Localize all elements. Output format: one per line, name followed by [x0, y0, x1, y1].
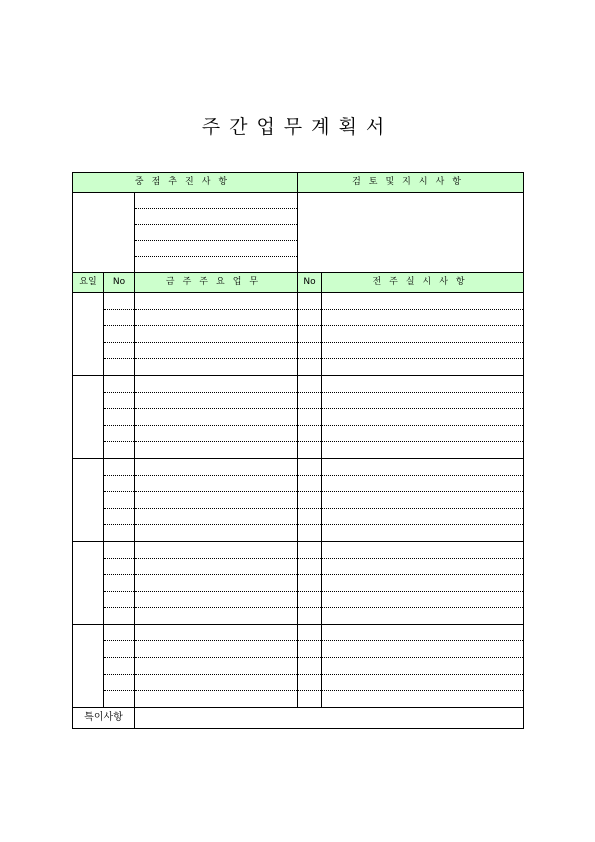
result-no-cell[interactable]	[298, 525, 322, 542]
result-no-cell[interactable]	[298, 425, 322, 442]
result-no-cell[interactable]	[298, 575, 322, 592]
task-line[interactable]	[135, 558, 298, 575]
last-week-results-header-text: 전주실시사항	[372, 277, 473, 287]
result-no-cell[interactable]	[298, 309, 322, 326]
review-notes-area[interactable]	[298, 193, 524, 273]
task-no-cell[interactable]	[104, 575, 135, 592]
task-line[interactable]	[135, 624, 298, 641]
result-line[interactable]	[322, 475, 524, 492]
no-column-header-right	[298, 273, 322, 293]
no-column-header-left-text: No	[112, 277, 126, 287]
focus-item-line[interactable]	[135, 209, 298, 225]
result-no-cell[interactable]	[298, 326, 322, 343]
result-line[interactable]	[322, 674, 524, 691]
no-column-header-left	[104, 273, 135, 293]
task-line[interactable]	[135, 492, 298, 509]
weekly-plan-form	[72, 172, 524, 729]
task-line[interactable]	[135, 608, 298, 625]
result-no-cell[interactable]	[298, 591, 322, 608]
result-no-cell[interactable]	[298, 674, 322, 691]
task-no-cell[interactable]	[104, 458, 135, 475]
focus-items-header	[73, 173, 298, 193]
task-line[interactable]	[135, 691, 298, 708]
result-line[interactable]	[322, 293, 524, 310]
task-line[interactable]	[135, 458, 298, 475]
result-line[interactable]	[322, 375, 524, 392]
special-notes-label	[73, 707, 135, 728]
review-instructions-header	[298, 173, 524, 193]
result-no-cell[interactable]	[298, 475, 322, 492]
focus-side-cell[interactable]	[73, 193, 135, 273]
task-no-cell[interactable]	[104, 425, 135, 442]
task-line[interactable]	[135, 342, 298, 359]
this-week-tasks-header-text: 금주주요업무	[165, 277, 267, 287]
result-line[interactable]	[322, 392, 524, 409]
focus-item-line[interactable]	[135, 241, 298, 257]
task-no-cell[interactable]	[104, 541, 135, 558]
result-line[interactable]	[322, 442, 524, 459]
day-cell[interactable]	[73, 541, 104, 624]
result-no-cell[interactable]	[298, 375, 322, 392]
result-line[interactable]	[322, 425, 524, 442]
task-no-cell[interactable]	[104, 608, 135, 625]
task-no-cell[interactable]	[104, 293, 135, 310]
result-no-cell[interactable]	[298, 691, 322, 708]
result-line[interactable]	[322, 658, 524, 675]
task-line[interactable]	[135, 641, 298, 658]
this-week-tasks-header	[135, 273, 298, 293]
day-cell[interactable]	[73, 624, 104, 707]
result-line[interactable]	[322, 591, 524, 608]
result-no-cell[interactable]	[298, 624, 322, 641]
result-line[interactable]	[322, 458, 524, 475]
result-no-cell[interactable]	[298, 608, 322, 625]
special-notes-field[interactable]	[135, 707, 524, 728]
task-no-cell[interactable]	[104, 375, 135, 392]
page-title: 주간업무계획서	[201, 116, 394, 138]
result-no-cell[interactable]	[298, 541, 322, 558]
review-instructions-header-text: 검토및지시사항	[352, 177, 469, 187]
result-line[interactable]	[322, 641, 524, 658]
task-line[interactable]	[135, 359, 298, 376]
task-no-cell[interactable]	[104, 624, 135, 641]
result-no-cell[interactable]	[298, 359, 322, 376]
focus-item-line[interactable]	[135, 193, 298, 209]
task-no-cell[interactable]	[104, 442, 135, 459]
focus-item-line[interactable]	[135, 257, 298, 273]
day-cell[interactable]	[73, 375, 104, 458]
task-line[interactable]	[135, 392, 298, 409]
day-column-header	[73, 273, 104, 293]
task-line[interactable]	[135, 475, 298, 492]
result-line[interactable]	[322, 342, 524, 359]
task-line[interactable]	[135, 309, 298, 326]
result-no-cell[interactable]	[298, 458, 322, 475]
result-line[interactable]	[322, 575, 524, 592]
task-line[interactable]	[135, 409, 298, 426]
result-line[interactable]	[322, 608, 524, 625]
result-line[interactable]	[322, 326, 524, 343]
task-line[interactable]	[135, 674, 298, 691]
no-column-header-right-text: No	[303, 277, 316, 287]
result-no-cell[interactable]	[298, 409, 322, 426]
result-line[interactable]	[322, 409, 524, 426]
result-line[interactable]	[322, 508, 524, 525]
day-cell[interactable]	[73, 293, 104, 376]
result-no-cell[interactable]	[298, 442, 322, 459]
task-no-cell[interactable]	[104, 641, 135, 658]
task-no-cell[interactable]	[104, 558, 135, 575]
task-no-cell[interactable]	[104, 658, 135, 675]
result-line[interactable]	[322, 492, 524, 509]
task-line[interactable]	[135, 658, 298, 675]
task-line[interactable]	[135, 326, 298, 343]
task-no-cell[interactable]	[104, 508, 135, 525]
task-no-cell[interactable]	[104, 674, 135, 691]
result-line[interactable]	[322, 558, 524, 575]
task-no-cell[interactable]	[104, 409, 135, 426]
task-no-cell[interactable]	[104, 475, 135, 492]
task-line[interactable]	[135, 575, 298, 592]
focus-item-line[interactable]	[135, 225, 298, 241]
result-line[interactable]	[322, 525, 524, 542]
day-cell[interactable]	[73, 458, 104, 541]
result-line[interactable]	[322, 309, 524, 326]
special-notes-label-text: 특이사항	[84, 711, 123, 723]
task-line[interactable]	[135, 293, 298, 310]
task-line[interactable]	[135, 442, 298, 459]
focus-items-header-text: 중점추진사항	[134, 177, 236, 187]
result-no-cell[interactable]	[298, 658, 322, 675]
task-no-cell[interactable]	[104, 326, 135, 343]
result-no-cell[interactable]	[298, 342, 322, 359]
task-no-cell[interactable]	[104, 591, 135, 608]
task-no-cell[interactable]	[104, 309, 135, 326]
result-line[interactable]	[322, 359, 524, 376]
task-no-cell[interactable]	[104, 392, 135, 409]
result-line[interactable]	[322, 541, 524, 558]
result-no-cell[interactable]	[298, 293, 322, 310]
task-no-cell[interactable]	[104, 691, 135, 708]
task-no-cell[interactable]	[104, 342, 135, 359]
task-no-cell[interactable]	[104, 492, 135, 509]
result-line[interactable]	[322, 691, 524, 708]
task-line[interactable]	[135, 525, 298, 542]
result-no-cell[interactable]	[298, 392, 322, 409]
task-no-cell[interactable]	[104, 359, 135, 376]
result-no-cell[interactable]	[298, 558, 322, 575]
result-line[interactable]	[322, 624, 524, 641]
task-line[interactable]	[135, 375, 298, 392]
task-line[interactable]	[135, 425, 298, 442]
task-line[interactable]	[135, 508, 298, 525]
result-no-cell[interactable]	[298, 641, 322, 658]
task-line[interactable]	[135, 541, 298, 558]
day-column-header-text: 요일	[79, 277, 97, 287]
task-line[interactable]	[135, 591, 298, 608]
task-no-cell[interactable]	[104, 525, 135, 542]
result-no-cell[interactable]	[298, 492, 322, 509]
result-no-cell[interactable]	[298, 508, 322, 525]
last-week-results-header	[322, 273, 524, 293]
